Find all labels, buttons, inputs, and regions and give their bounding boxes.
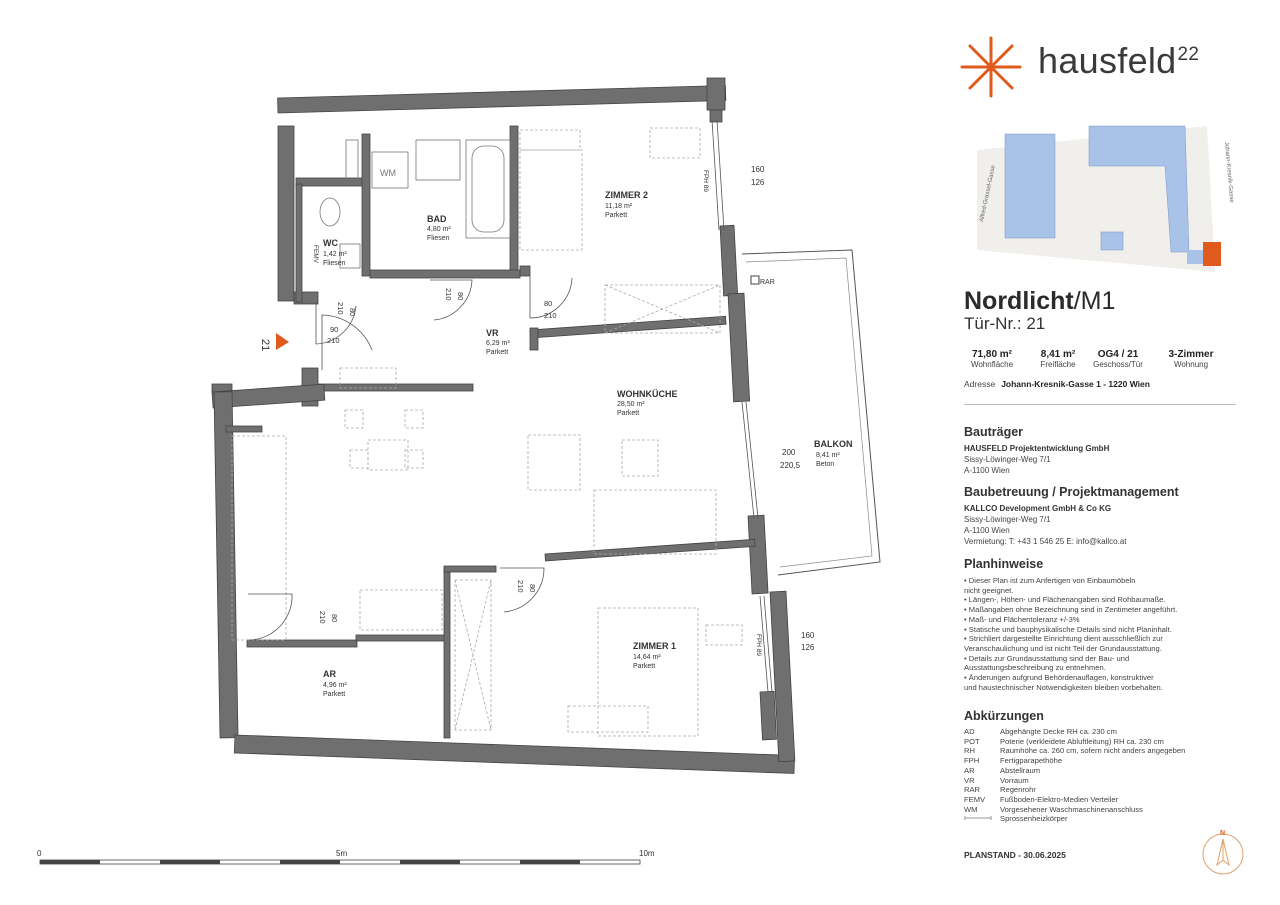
management-heading: Baubetreuung / Projektmanagement [964, 485, 1179, 499]
door-height: 210 [444, 288, 453, 301]
wall [296, 184, 302, 302]
door-height: 210 [327, 336, 340, 345]
door-height: 210 [318, 611, 327, 624]
notes-list [964, 576, 1239, 692]
fph-label: FPH 89 [702, 170, 709, 193]
wall [444, 566, 496, 572]
room-floor: Beton [816, 461, 835, 468]
door-width: 80 [456, 292, 465, 301]
wall [748, 515, 768, 594]
window-width: 160 [751, 165, 765, 174]
room-name: WC [323, 238, 338, 248]
room-area: 14,64 m² [633, 654, 661, 661]
armchair [622, 440, 658, 476]
room-area: 4,96 m² [323, 682, 347, 689]
abbreviations-heading: Abkürzungen [964, 709, 1044, 723]
room-floor: Parkett [605, 212, 628, 219]
scale-bar [37, 849, 655, 864]
door-width: 80 [544, 299, 553, 308]
wall [214, 392, 238, 738]
list-item: POT Poterie (verkleidete Abluftleitung) RH ca. 230 cm [964, 736, 1164, 746]
developer-street: Sissy-Löwinger-Weg 7/1 [964, 455, 1051, 464]
developer-city: A-1100 Wien [964, 466, 1010, 475]
room-name: AR [323, 669, 336, 679]
list-item: RH Raumhöhe ca. 260 cm, sofern nicht anders angegeben [964, 746, 1186, 756]
entrance-number: 21 [259, 339, 271, 352]
list-item: • Änderungen aufgrund Behördenauflagen, konstruktiver [964, 673, 1154, 683]
stat-wohnflaeche: 71,80 m² Wohnfläche [970, 349, 1014, 369]
radiator-symbol-icon [964, 814, 1000, 824]
list-item: Veranschaulichung und ist nicht Teil der Grundausstattung. [964, 643, 1162, 653]
door-height: 210 [544, 311, 557, 320]
towel-radiator [346, 140, 358, 180]
list-item: • Details zur Grundausstattung sind der Bau- und [964, 653, 1130, 663]
balcony-inner-outline [746, 258, 872, 567]
list-item: • Maßangaben ohne Bezeichnung sind in Zentimeter angeführt. [964, 605, 1178, 615]
scale-label: 5m [336, 849, 348, 858]
stat-zimmer: 3-Zimmer Wohnung [1168, 349, 1214, 369]
coffee-table [528, 435, 580, 490]
list-item: • Dieser Plan ist zum Anfertigen von Einbaumöbeln [964, 576, 1136, 585]
room-name: ZIMMER 1 [633, 641, 677, 651]
management-contact: Vermietung: T: +43 1 546 25 E: info@kallco.at [964, 537, 1127, 546]
door-swing-ar [248, 594, 292, 640]
management-street: Sissy-Löwinger-Weg 7/1 [964, 515, 1051, 524]
street-right: Johann-Kresnik-Gasse [1223, 141, 1235, 203]
wardrobe-ar [360, 590, 442, 630]
room-name: ZIMMER 2 [605, 190, 649, 200]
unit-title: Nordlicht/M1 [964, 287, 1116, 315]
list-item: RAR Regenrohr [964, 785, 1036, 795]
list-item: nicht geeignet. [964, 585, 1014, 595]
brand-name: hausfeld$^{22}$ [1038, 40, 1200, 81]
fph-label: FPH 89 [755, 634, 762, 657]
room-floor: Fliesen [427, 235, 450, 242]
list-item: Ausstattungsbeschreibung zu entnehmen. [964, 663, 1106, 673]
wall [356, 635, 446, 641]
compass-north: N [1220, 830, 1226, 837]
room-name: BAD [427, 214, 447, 224]
toilet [320, 198, 340, 226]
room-name: WOHNKÜCHE [617, 389, 678, 399]
door-width: 80 [528, 584, 537, 593]
site-plan [975, 122, 1235, 272]
room-floor: Parkett [617, 410, 640, 417]
hausfeld-logo-icon [960, 36, 1022, 98]
wm-label: WM [380, 168, 396, 178]
list-item: AR Abstellraum [964, 765, 1041, 775]
window-width: 160 [801, 631, 815, 640]
wall [278, 85, 726, 113]
entrance-arrow-icon [276, 333, 289, 350]
room-floor: Fliesen [323, 260, 346, 267]
rain-pipe [751, 276, 759, 284]
dining-chair [405, 410, 423, 428]
window-height: 220,5 [780, 461, 801, 470]
list-item: VR Vorraum [964, 775, 1029, 785]
wall [247, 640, 357, 647]
desk-zimmer2 [650, 128, 700, 158]
room-area: 11,18 m² [605, 203, 633, 210]
washbasin [416, 140, 460, 180]
wall [226, 426, 262, 432]
dining-chair [350, 450, 368, 468]
dining-chair [345, 410, 363, 428]
door-width: 90 [330, 325, 339, 334]
divider [964, 404, 1236, 405]
room-area: 1,42 m² [323, 251, 347, 258]
wall [530, 328, 538, 350]
wall [278, 126, 294, 301]
list-item: • Maß- und Flächentoleranz +/-3% [964, 614, 1080, 624]
compass-icon [1198, 827, 1248, 877]
door-height: 210 [336, 302, 345, 315]
list-item: • Statische und bauphysikalische Details sind nicht Planinhalt. [964, 624, 1172, 634]
room-name: VR [486, 328, 499, 338]
desk-zimmer1 [568, 706, 648, 732]
unit-marker [1203, 242, 1221, 266]
kitchen-counter [232, 436, 286, 640]
room-floor: Parkett [486, 349, 509, 356]
bed-zimmer2 [520, 150, 582, 250]
dining-table [368, 440, 408, 470]
list-item: • Längen-, Höhen- und Flächenangaben sind Rohbaumaße. [964, 595, 1166, 605]
window-height: 126 [801, 643, 815, 652]
list-item: WM Vorgesehener Waschmaschinenanschluss [964, 804, 1143, 814]
wall [318, 384, 473, 391]
room-area: 8,41 m² [816, 452, 840, 459]
wall [720, 225, 738, 296]
room-area: 6,29 m² [486, 340, 510, 347]
room-floor: Parkett [633, 663, 656, 670]
street-left: Alfred-Grassel-Gasse [979, 164, 997, 223]
wall [362, 134, 370, 276]
developer-heading: Bauträger [964, 425, 1024, 439]
management-company: KALLCO Development GmbH & Co KG [964, 504, 1112, 513]
management-city: A-1100 Wien [964, 526, 1010, 535]
stat-freiflaeche: 8,41 m² Freifläche [1040, 349, 1076, 369]
list-item: FEMV Fußboden-Elektro-Medien Verteiler [964, 794, 1119, 804]
door-width: 80 [330, 614, 339, 623]
scale-label: 10m [639, 849, 655, 858]
wall [728, 293, 750, 402]
list-item: • Strichliert dargestellte Einrichtung dient ausschließlich zur [964, 634, 1163, 644]
developer-company: HAUSFELD Projektentwicklung GmbH [964, 444, 1110, 453]
rar-label: RAR [760, 279, 775, 286]
window-width: 200 [782, 448, 796, 457]
door-width: 80 [348, 308, 357, 317]
room-name: BALKON [814, 439, 853, 449]
bed-zimmer2 [520, 130, 580, 150]
door-height: 210 [516, 580, 525, 593]
wall [545, 539, 755, 561]
stat-geschoss-tuer: OG4 / 21 Geschoss/Tür [1093, 349, 1143, 369]
scale-label: 0 [37, 849, 42, 858]
list-item: und haustechnischer Notwendigkeiten bleiben vorbehalten. [964, 682, 1163, 692]
wall [707, 78, 725, 110]
wall [530, 316, 726, 338]
wall [760, 691, 776, 740]
room-area: 28,50 m² [617, 401, 645, 408]
door-number: Tür-Nr.: 21 [964, 314, 1046, 333]
bathtub-inner [472, 146, 504, 232]
wall [444, 568, 450, 738]
notes-heading: Planhinweise [964, 557, 1044, 571]
wall [234, 735, 794, 774]
wall [510, 126, 518, 272]
list-item: AD Abgehängte Decke RH ca. 230 cm [964, 727, 1117, 736]
room-area: 4,80 m² [427, 226, 451, 233]
wall [370, 270, 520, 278]
femv-label: FEMV [312, 245, 319, 264]
list-item: FPH Fertigparapethöhe [964, 756, 1063, 766]
address: Adresse Johann-Kresnik-Gasse 1 - 1220 Wien [964, 379, 1150, 389]
list-item: Sprossenheizkörper [964, 814, 1185, 824]
abbreviations-list [964, 727, 1185, 824]
wall [520, 266, 530, 276]
night-table [706, 625, 742, 645]
room-floor: Parkett [323, 691, 346, 698]
wall [296, 178, 368, 186]
plan-date: PLANSTAND - 30.06.2025 [964, 850, 1066, 860]
window-height: 126 [751, 178, 765, 187]
